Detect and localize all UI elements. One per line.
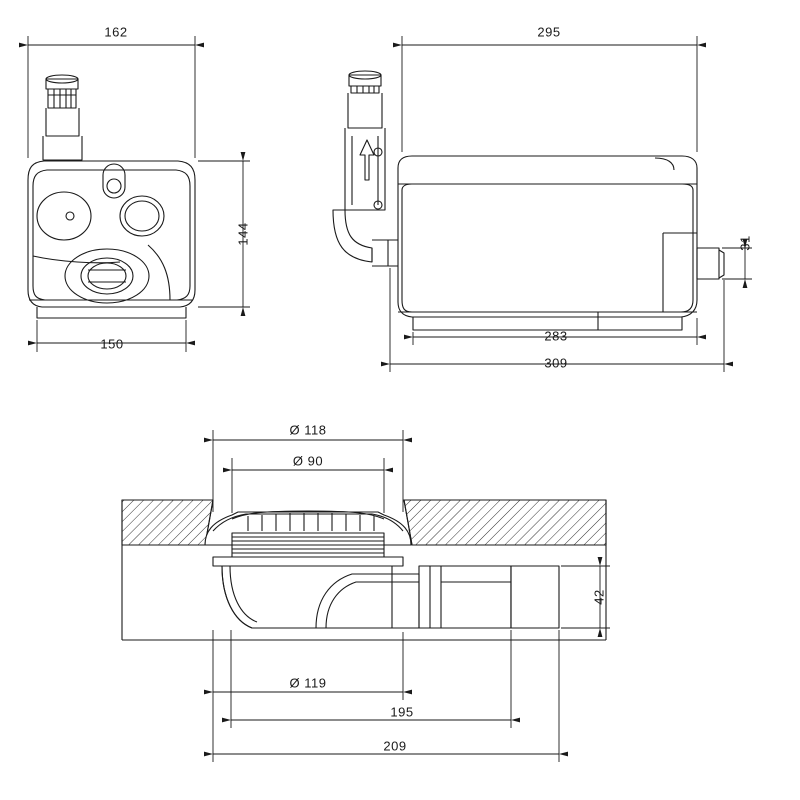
front-face-details [37, 164, 164, 303]
side-view-dimensions [390, 36, 752, 372]
side-inlet-pipe [333, 71, 398, 266]
side-view-group [333, 71, 724, 330]
dim-front-height: 144 [235, 222, 251, 246]
dim-side-outlet-height: 31 [737, 235, 753, 251]
trap-body [213, 557, 430, 628]
dim-trap-outer-diameter: Ø 118 [289, 422, 327, 438]
trap-threaded-collar [232, 533, 384, 557]
dim-side-body-width: 283 [544, 328, 568, 344]
front-body-outline [28, 161, 195, 318]
side-body-outline [398, 156, 724, 330]
dim-trap-inner-diameter: Ø 90 [292, 453, 324, 469]
dim-trap-body-diameter: Ø 119 [289, 675, 327, 691]
dim-side-total-width-top: 295 [537, 24, 561, 40]
dim-trap-length-209: 209 [383, 738, 407, 754]
dim-front-width-bottom: 150 [100, 336, 124, 352]
dim-trap-length-195: 195 [390, 704, 414, 720]
front-view-group [28, 75, 195, 318]
dim-trap-height: 42 [591, 589, 607, 605]
front-inlet-pipe [43, 75, 82, 160]
dim-front-width-top: 162 [104, 24, 128, 40]
dim-side-overall-width: 309 [544, 355, 568, 371]
section-view-group [122, 500, 606, 640]
trap-outlet-pipe [419, 566, 559, 628]
